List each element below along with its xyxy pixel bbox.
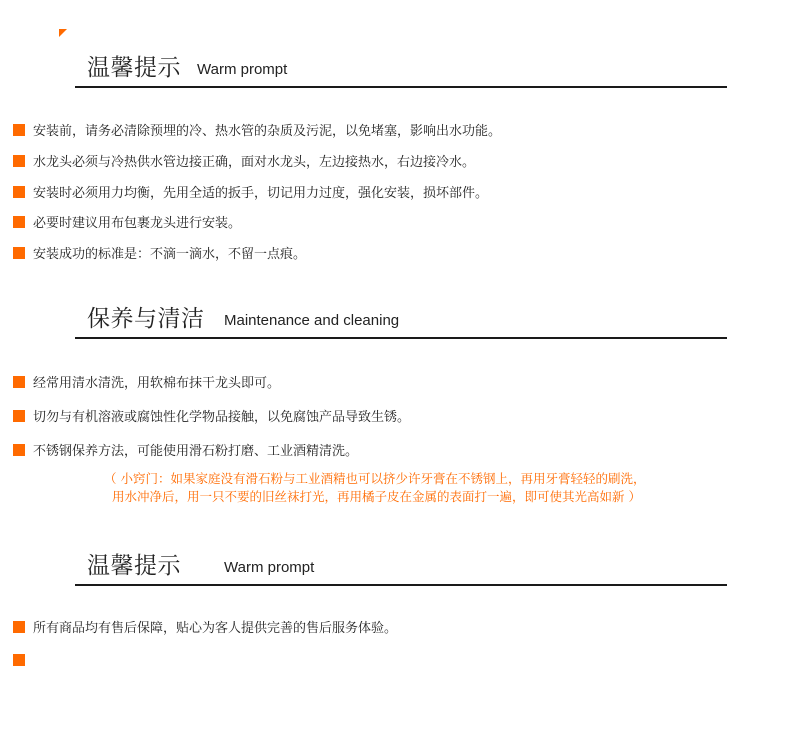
bullet-square-icon bbox=[13, 186, 25, 198]
bullet-square-icon bbox=[13, 216, 25, 228]
section-title-zh: 温馨提示 bbox=[87, 553, 181, 579]
list-item bbox=[13, 654, 33, 670]
bullet-square-icon bbox=[13, 654, 25, 666]
section-heading bbox=[75, 550, 727, 584]
list-item: 安装成功的标准是：不滴一滴水，不留一点痕。 bbox=[13, 247, 306, 263]
section-title-zh: 温馨提示 bbox=[87, 55, 181, 81]
section-divider bbox=[75, 86, 727, 88]
list-item: 安装时必须用力均衡，先用全适的扳手，切记用力过度，强化安装，损坏部件。 bbox=[13, 186, 488, 202]
bullet-square-icon bbox=[13, 247, 25, 259]
list-item: 所有商品均有售后保障，贴心为客人提供完善的售后服务体验。 bbox=[13, 621, 397, 637]
list-item: 安装前，请务必清除预埋的冷、热水管的杂质及污泥，以免堵塞，影响出水功能。 bbox=[13, 124, 501, 140]
list-item: 必要时建议用布包裹龙头进行安装。 bbox=[13, 216, 241, 232]
section-divider bbox=[75, 337, 727, 339]
tip-line: 用水冲净后，用一只不要的旧丝袜打光，再用橘子皮在金属的表面打一遍，即可使其光高如新 ） bbox=[112, 489, 641, 504]
section-title-en: Maintenance and cleaning bbox=[224, 312, 400, 329]
section-title-zh: 保养与清洁 bbox=[87, 306, 205, 332]
list-item: 不锈钢保养方法，可能使用滑石粉打磨、工业酒精清洗。 bbox=[13, 444, 358, 460]
section-heading bbox=[75, 52, 727, 86]
corner-triangle-icon bbox=[59, 29, 67, 37]
bullet-square-icon bbox=[13, 124, 25, 136]
list-item: 经常用清水清洗，用软棉布抹干龙头即可。 bbox=[13, 376, 280, 392]
section-divider bbox=[75, 584, 727, 586]
tip-line: （ 小窍门：如果家庭没有滑石粉与工业酒精也可以挤少许牙膏在不锈钢上，再用牙膏轻轻的刷洗， bbox=[104, 471, 646, 486]
section-maintenance bbox=[75, 303, 727, 339]
list-item: 水龙头必须与冷热供水管边接正确，面对水龙头，左边接热水，右边接冷水。 bbox=[13, 155, 475, 171]
section-warm-prompt-2 bbox=[75, 550, 727, 586]
section-warm-prompt-1 bbox=[75, 52, 727, 88]
section-title-en: Warm prompt bbox=[197, 61, 288, 78]
bullet-square-icon bbox=[13, 410, 25, 422]
list-item: 切勿与有机溶液或腐蚀性化学物品接触，以免腐蚀产品导致生锈。 bbox=[13, 410, 410, 426]
bullet-square-icon bbox=[13, 621, 25, 633]
bullet-square-icon bbox=[13, 444, 25, 456]
bullet-square-icon bbox=[13, 376, 25, 388]
section-title-en: Warm prompt bbox=[224, 559, 315, 576]
bullet-square-icon bbox=[13, 155, 25, 167]
section-heading bbox=[75, 303, 727, 337]
